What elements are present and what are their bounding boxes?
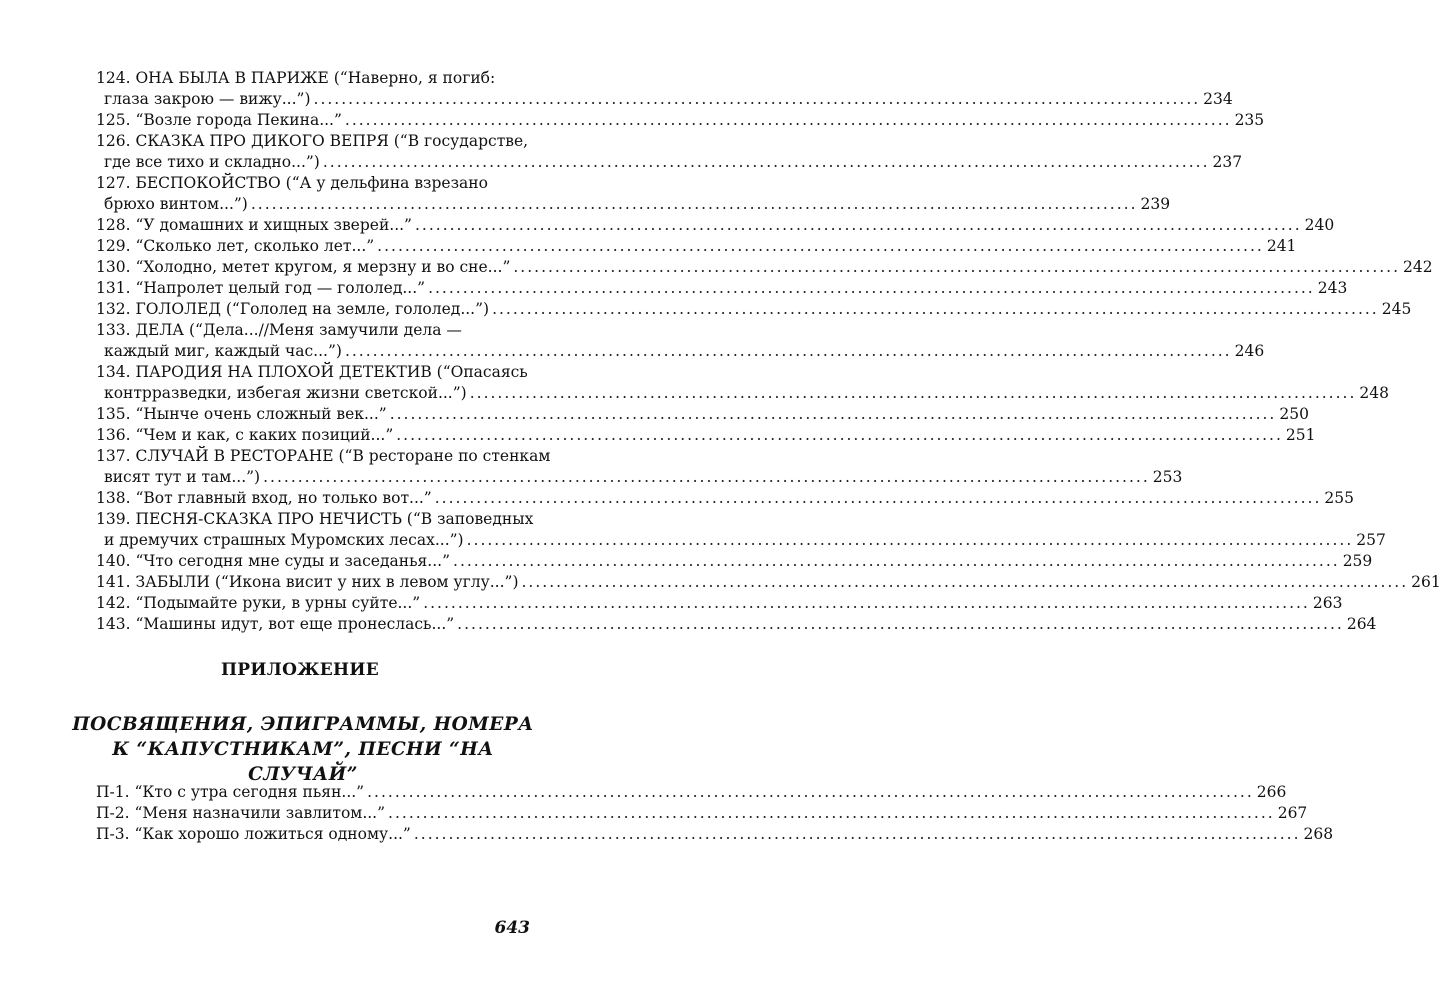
toc-entry-line	[96, 383, 1389, 404]
entry-title: брюхо винтом...”)	[104, 195, 248, 213]
entry-page-number: 264	[1346, 615, 1377, 633]
entry-page-number: 255	[1324, 489, 1354, 507]
toc-entry	[96, 215, 1335, 236]
entry-title: “У домашних и хищных зверей...”	[135, 216, 412, 234]
entry-title: ПАРОДИЯ НА ПЛОХОЙ ДЕТЕКТИВ (“Опасаясь	[135, 363, 528, 381]
dot-leader	[396, 425, 1283, 446]
appendix-table-of-contents	[96, 782, 1334, 845]
toc-entry	[96, 299, 1412, 320]
table-of-contents	[96, 68, 1441, 635]
entry-page-number: 245	[1381, 300, 1412, 318]
toc-entry-line	[96, 824, 1334, 845]
toc-entry	[96, 551, 1373, 572]
entry-page-number: 239	[1140, 195, 1171, 213]
entry-number: 140.	[96, 552, 131, 570]
dot-leader	[415, 215, 1302, 236]
toc-entry-line	[96, 194, 1171, 215]
toc-entry-line	[96, 320, 534, 341]
toc-entry-line	[96, 89, 1233, 110]
dot-leader	[453, 551, 1340, 572]
entry-title: каждый миг, каждый час...”)	[104, 342, 342, 360]
dot-leader	[388, 803, 1275, 824]
entry-page-number: 259	[1342, 552, 1373, 570]
toc-entry	[96, 824, 1334, 845]
entry-number: 126.	[96, 132, 131, 150]
dot-leader	[414, 824, 1301, 845]
toc-entry-line	[96, 110, 1265, 131]
entry-page-number: 251	[1285, 426, 1316, 444]
entry-title: “Вот главный вход, но только вот...”	[135, 489, 432, 507]
entry-title: “Возле города Пекина...”	[135, 111, 342, 129]
entry-page-number: 263	[1312, 594, 1343, 612]
entry-title: ДЕЛА (“Дела...//Меня замучили дела —	[135, 321, 462, 339]
toc-entry-line	[96, 803, 1308, 824]
dot-leader	[390, 404, 1277, 425]
toc-entry	[96, 446, 1183, 488]
entry-number: П-3.	[96, 825, 130, 843]
entry-title: БЕСПОКОЙСТВО (“А у дельфина взрезано	[135, 174, 488, 192]
dot-leader	[492, 299, 1379, 320]
toc-entry	[96, 593, 1343, 614]
entry-page-number: 237	[1212, 153, 1243, 171]
toc-entry-line	[96, 173, 534, 194]
toc-entry	[96, 782, 1287, 803]
toc-entry-line	[96, 215, 1335, 236]
toc-entry-line	[96, 467, 1183, 488]
dot-leader	[423, 593, 1310, 614]
toc-entry	[96, 68, 1233, 110]
entry-title: “Нынче очень сложный век...”	[135, 405, 387, 423]
dot-leader	[513, 257, 1400, 278]
entry-title: ЗАБЫЛИ (“Икона висит у них в левом углу...”)	[135, 573, 519, 591]
toc-entry-line	[96, 614, 1377, 635]
toc-entry	[96, 110, 1265, 131]
dot-leader	[470, 383, 1357, 404]
toc-entry	[96, 614, 1377, 635]
toc-entry	[96, 320, 1265, 362]
dot-leader	[467, 530, 1354, 551]
dot-leader	[428, 278, 1315, 299]
page-number: 643	[494, 918, 530, 938]
entry-number: 129.	[96, 237, 131, 255]
entry-number: 124.	[96, 69, 131, 87]
appendix-heading: ПРИЛОЖЕНИЕ	[220, 660, 380, 680]
toc-entry-line	[96, 131, 534, 152]
entry-title: “Сколько лет, сколько лет...”	[135, 237, 375, 255]
toc-entry-line	[96, 152, 1243, 173]
entry-page-number: 234	[1203, 90, 1233, 108]
entry-number: 135.	[96, 405, 131, 423]
entry-page-number: 235	[1234, 111, 1265, 129]
dot-leader	[345, 110, 1232, 131]
entry-number: 136.	[96, 426, 131, 444]
entry-page-number: 257	[1356, 531, 1386, 549]
entry-number: 132.	[96, 300, 131, 318]
entry-page-number: 253	[1152, 468, 1183, 486]
entry-title: и дремучих страшных Муромских лесах...”)	[104, 531, 464, 549]
entry-number: 130.	[96, 258, 131, 276]
toc-entry-line	[96, 341, 1265, 362]
entry-title: ОНА БЫЛА В ПАРИЖЕ (“Наверно, я погиб:	[135, 69, 496, 87]
entry-page-number: 243	[1317, 279, 1348, 297]
entry-title: где все тихо и складно...”)	[104, 153, 320, 171]
section-heading: ПОСВЯЩЕНИЯ, ЭПИГРАММЫ, НОМЕРА К “КАПУСТНИКАМ”, ПЕСНИ “НА СЛУЧАЙ”	[72, 714, 534, 785]
toc-entry	[96, 572, 1441, 593]
entry-number: 142.	[96, 594, 131, 612]
entry-page-number: 261	[1411, 573, 1441, 591]
entry-title: ГОЛОЛЕД (“Гололед на земле, гололед...”)	[135, 300, 490, 318]
entry-page-number: 250	[1279, 405, 1309, 423]
toc-entry-line	[96, 551, 1373, 572]
entry-page-number: 246	[1234, 342, 1265, 360]
entry-page-number: 240	[1304, 216, 1335, 234]
entry-page-number: 241	[1266, 237, 1297, 255]
entry-number: П-1.	[96, 783, 130, 801]
entry-page-number: 242	[1403, 258, 1433, 276]
dot-leader	[323, 152, 1210, 173]
toc-entry	[96, 362, 1389, 404]
toc-entry-line	[96, 404, 1309, 425]
dot-leader	[314, 89, 1201, 110]
toc-entry-line	[96, 509, 534, 530]
toc-entry	[96, 404, 1309, 425]
entry-number: 139.	[96, 510, 131, 528]
toc-entry-line	[96, 446, 551, 467]
toc-entry-line	[96, 299, 1412, 320]
toc-entry-line	[96, 488, 1354, 509]
entry-number: 128.	[96, 216, 131, 234]
dot-leader	[522, 572, 1409, 593]
entry-title: “Чем и как, с каких позиций...”	[135, 426, 394, 444]
entry-number: 127.	[96, 174, 131, 192]
toc-entry	[96, 425, 1316, 446]
entry-title: “Напролет целый год — гололед...”	[135, 279, 426, 297]
toc-entry	[96, 173, 1171, 215]
toc-entry	[96, 257, 1433, 278]
toc-entry-line	[96, 278, 1348, 299]
entry-title: “Кто с утра сегодня пьян...”	[134, 783, 365, 801]
entry-number: П-2.	[96, 804, 130, 822]
toc-entry	[96, 236, 1297, 257]
entry-title: контрразведки, избегая жизни светской...”)	[104, 384, 467, 402]
toc-entry-line	[96, 362, 534, 383]
entry-title: “Холодно, метет кругом, я мерзну и во сне...”	[135, 258, 511, 276]
toc-entry-line	[96, 68, 534, 89]
entry-number: 143.	[96, 615, 131, 633]
toc-entry-line	[96, 572, 1441, 593]
entry-number: 134.	[96, 363, 131, 381]
entry-title: “Машины идут, вот еще пронеслась...”	[135, 615, 455, 633]
toc-entry-line	[96, 236, 1297, 257]
entry-title: “Меня назначили завлитом...”	[134, 804, 386, 822]
entry-number: 131.	[96, 279, 131, 297]
toc-entry-line	[96, 593, 1343, 614]
dot-leader	[457, 614, 1344, 635]
dot-leader	[345, 341, 1232, 362]
entry-title: глаза закрою — вижу...”)	[104, 90, 311, 108]
entry-title: “Подымайте руки, в урны суйте...”	[135, 594, 421, 612]
entry-page-number: 248	[1359, 384, 1389, 402]
entry-title: “Что сегодня мне суды и заседанья...”	[135, 552, 451, 570]
toc-entry-line	[96, 782, 1287, 803]
entry-number: 141.	[96, 573, 131, 591]
toc-entry-line	[96, 530, 1386, 551]
entry-page-number: 267	[1277, 804, 1308, 822]
toc-entry	[96, 131, 1243, 173]
toc-entry-line	[96, 257, 1433, 278]
entry-number: 133.	[96, 321, 131, 339]
entry-title: СКАЗКА ПРО ДИКОГО ВЕПРЯ (“В государстве,	[135, 132, 529, 150]
entry-page-number: 266	[1256, 783, 1287, 801]
dot-leader	[435, 488, 1322, 509]
toc-entry	[96, 278, 1348, 299]
entry-title: висят тут и там...”)	[104, 468, 261, 486]
entry-title: СЛУЧАЙ В РЕСТОРАНЕ (“В ресторане по стенкам	[135, 447, 551, 465]
entry-number: 137.	[96, 447, 131, 465]
entry-number: 125.	[96, 111, 131, 129]
entry-number: 138.	[96, 489, 131, 507]
dot-leader	[367, 782, 1254, 803]
dot-leader	[377, 236, 1264, 257]
dot-leader	[251, 194, 1138, 215]
toc-entry-line	[96, 425, 1316, 446]
toc-entry	[96, 803, 1308, 824]
toc-entry	[96, 488, 1354, 509]
entry-title: ПЕСНЯ-СКАЗКА ПРО НЕЧИСТЬ (“В заповедных	[135, 510, 534, 528]
dot-leader	[263, 467, 1150, 488]
entry-page-number: 268	[1303, 825, 1334, 843]
toc-entry	[96, 509, 1386, 551]
entry-title: “Как хорошо ложиться одному...”	[134, 825, 411, 843]
